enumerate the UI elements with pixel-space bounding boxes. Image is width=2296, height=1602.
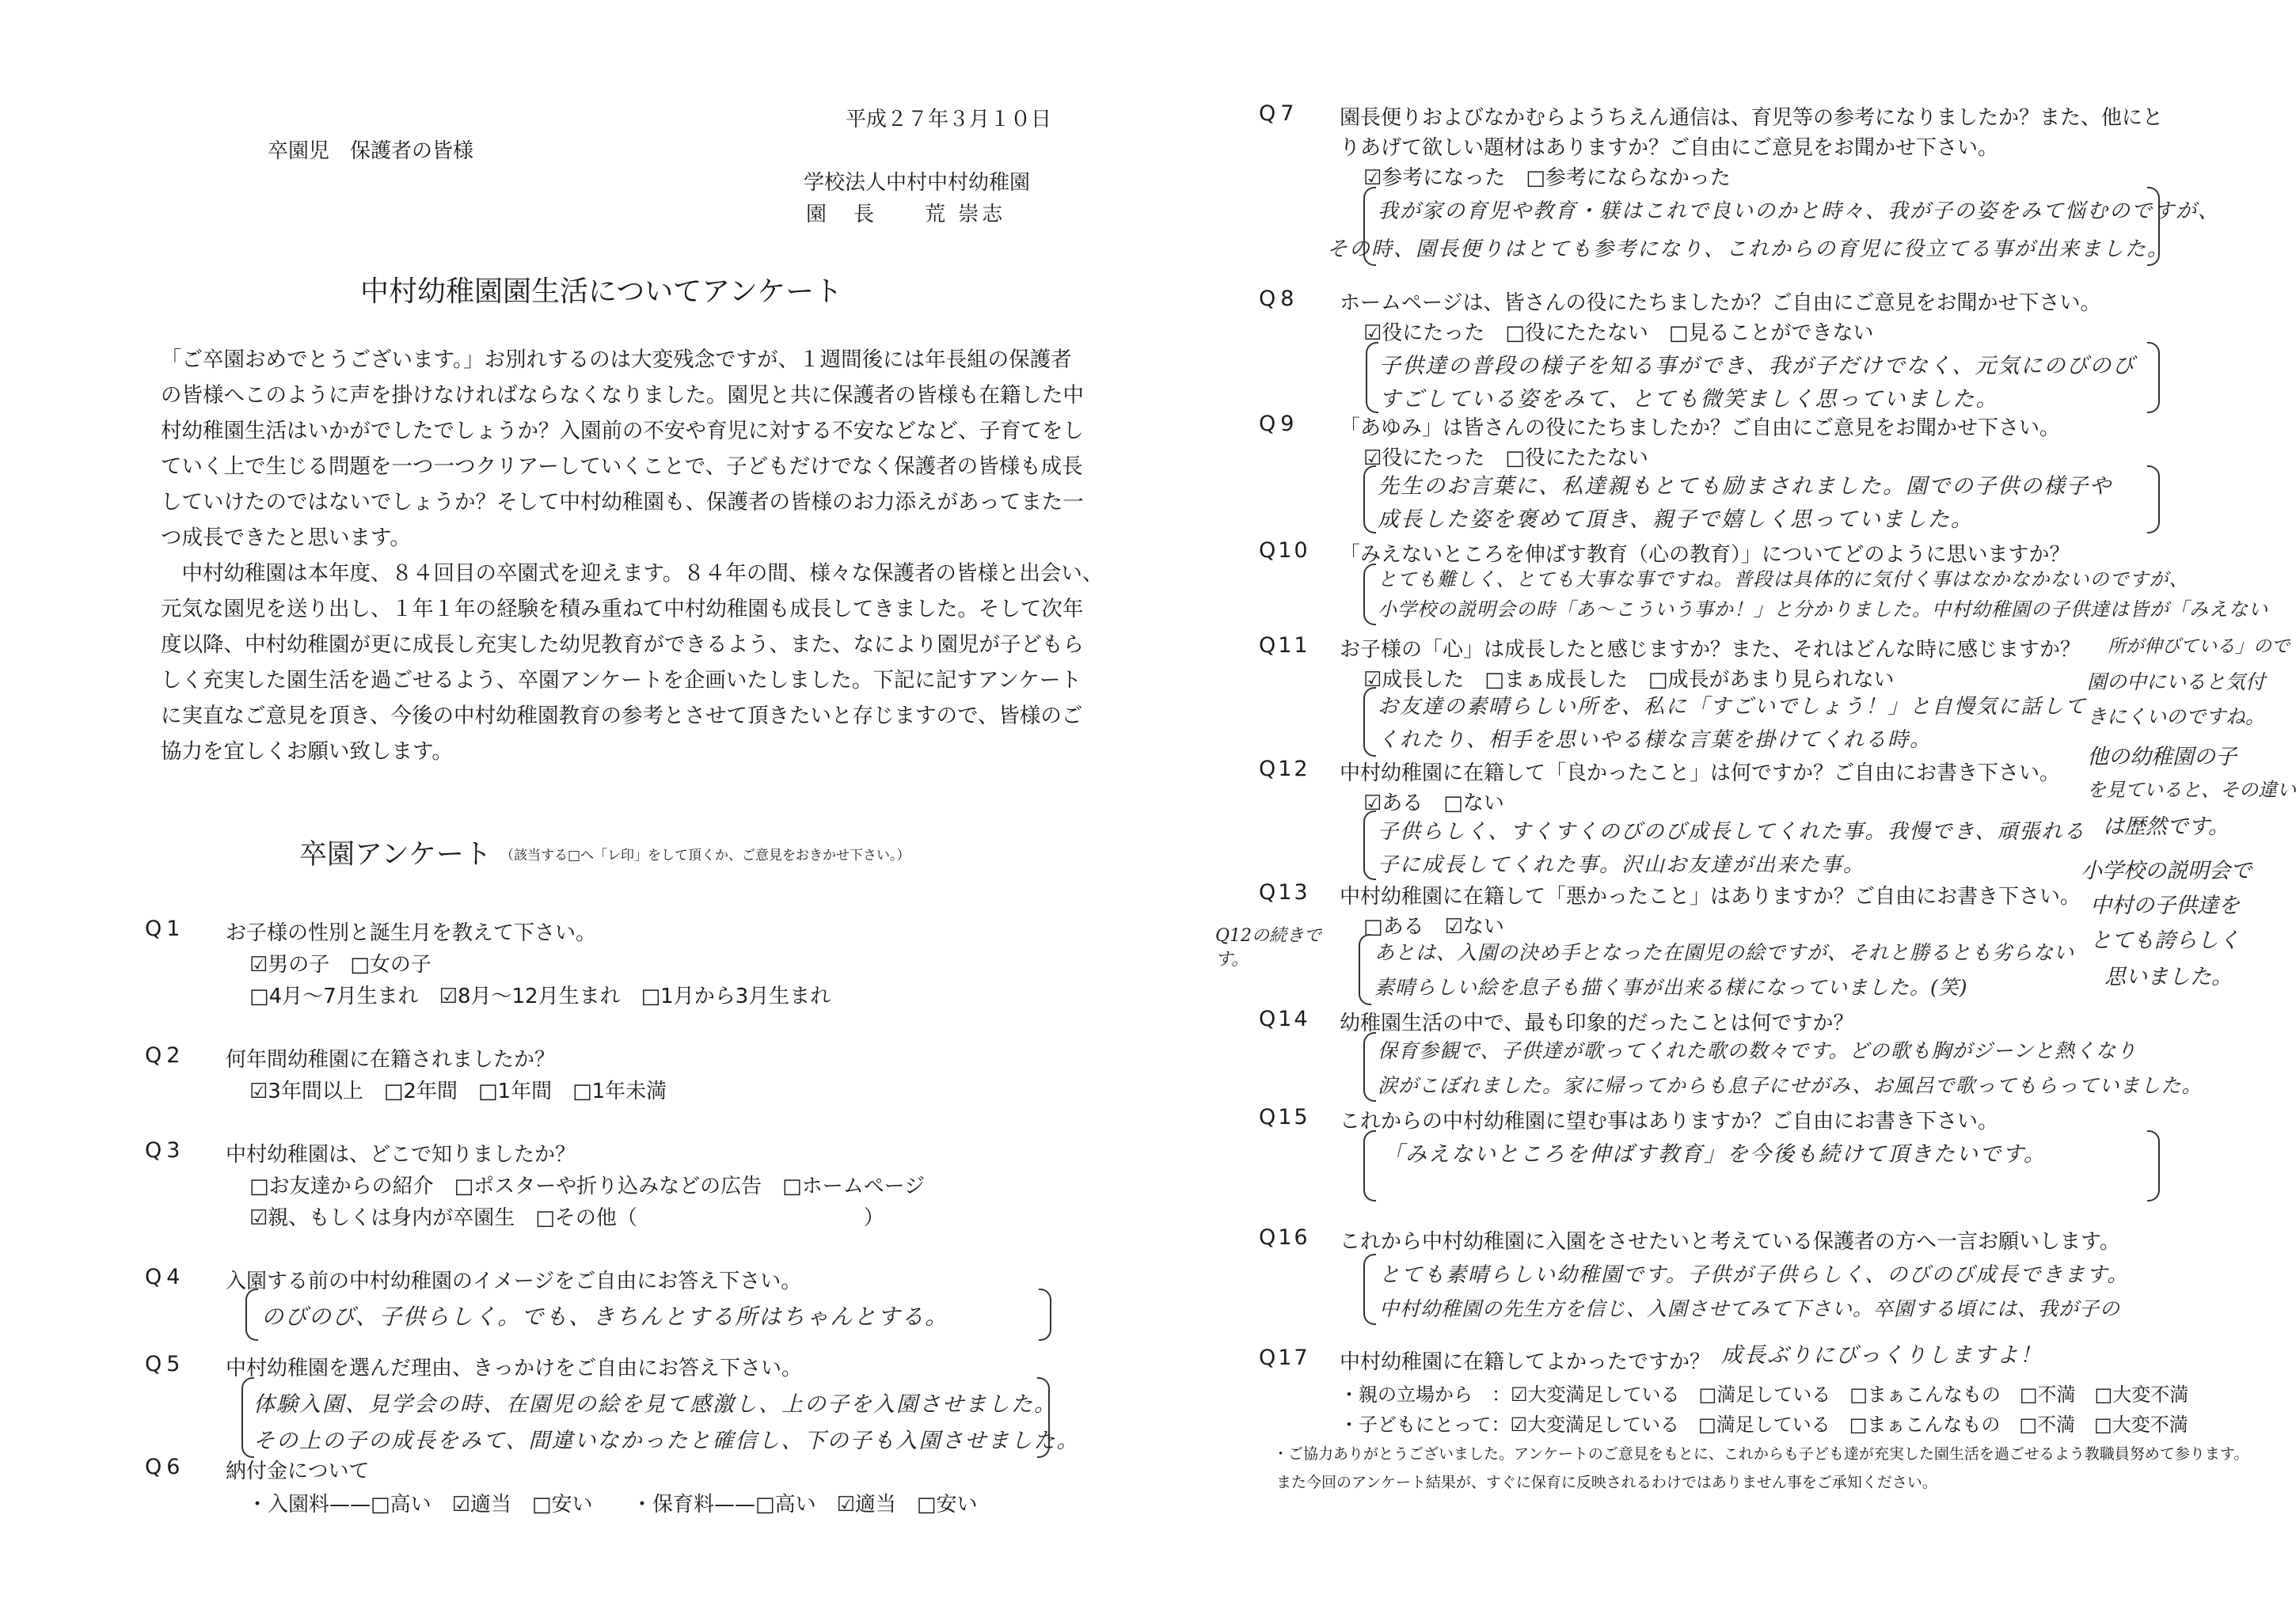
q8-question: ホームページは、皆さんの役にたちましたか？ご自由にご意見をお聞かせ下さい。: [1340, 291, 2101, 315]
q7-number: Q7: [1259, 101, 1299, 126]
school-name: 学校法人中村中村幼稚園: [804, 171, 1031, 195]
q7-question-line2: りあげて欲しい題材はありますか？ご自由にご意見をお聞かせ下さい。: [1340, 136, 1999, 160]
q16-answer-line1: とても素晴らしい幼稚園です。子供が子供らしく、のびのび成長できます。: [1379, 1263, 2130, 1287]
answer-bracket-left: [1363, 687, 1376, 757]
q14-number: Q14: [1259, 1007, 1310, 1031]
q7-question-line1: 園長便りおよびなかむらようちえん通信は、育児等の参考になりましたか？また、他にと: [1340, 106, 2164, 130]
q8-options[interactable]: ☑役にたった □役にたたない □見ることができない: [1363, 321, 1874, 345]
q9-number: Q9: [1259, 412, 1299, 436]
q10-number: Q10: [1259, 538, 1310, 563]
intro-line: の皆様へこのように声を掛けなければならなくなりました。園児と共に保護者の皆様も在籍した中: [161, 383, 1084, 408]
footer-note-line2: また今回のアンケート結果が、すぐに保育に反映されるわけではありません事をご承知ください。: [1276, 1474, 1937, 1491]
q12-question: 中村幼稚園に在籍して「良かったこと」は何ですか？ご自由にお書き下さい。: [1340, 761, 2061, 785]
margin-note-line: 思いました。: [2104, 965, 2233, 989]
intro-line: 協力を宜しくお願い致します。: [161, 739, 453, 764]
q9-options[interactable]: ☑役にたった □役にたたない: [1363, 446, 1648, 470]
q8-number: Q8: [1259, 287, 1299, 311]
q12-answer-line2: 子に成長してくれた事。沢山お友達が出来た事。: [1378, 853, 1866, 877]
q11-options[interactable]: ☑成長した □まぁ成長した □成長があまり見られない: [1363, 668, 1895, 692]
q10-answer-line1: とても難しく、とても大事な事ですね。普段は具体的に気付く事はなかなかないのですが、: [1378, 568, 2189, 590]
q16-number: Q16: [1259, 1225, 1310, 1250]
q11-number: Q11: [1259, 633, 1310, 658]
margin-note-line: は歴然です。: [2103, 814, 2229, 839]
q8-answer-line2: すごしている姿をみて、とても微笑ましく思っていました。: [1379, 387, 1999, 412]
q14-answer-line1: 保育参観で、子供達が歌ってくれた歌の数々です。どの歌も胸がジーンと熱くなり: [1378, 1039, 2138, 1062]
intro-line: 中村幼稚園は本年度、８４回目の卒園式を迎えます。８４年の間、様々な保護者の皆様と出会い、: [161, 561, 1104, 586]
q11-answer-line2: くれたり、相手を思いやる様な言葉を掛けてくれる時。: [1378, 728, 1933, 752]
margin-note-line: きにくいのですね。: [2087, 705, 2266, 728]
footer-note-line1: ・ご協力ありがとうございました。アンケートのご意見をもとに、これからも子ども達が充実した園生活を過ごせるよう教職員努めて参ります。: [1273, 1445, 2249, 1463]
q14-answer-line2: 涙がこぼれました。家に帰ってからも息子にせがみ、お風呂で歌ってもらっていました。: [1378, 1074, 2203, 1097]
q3-options-b[interactable]: ☑親、もしくは身内が卒園生 □その他（ ）: [249, 1206, 884, 1230]
answer-bracket-right: [1039, 1289, 1051, 1341]
answer-bracket-left: [1363, 1130, 1376, 1202]
q11-answer-line1: お友達の素晴らしい所を、私に「すごいでしょう！」と自慢気に話して: [1378, 695, 2088, 719]
q17-number: Q17: [1259, 1346, 1310, 1370]
margin-note-line: 他の幼稚園の子: [2087, 745, 2237, 769]
q13-number: Q13: [1259, 880, 1310, 905]
q12-options[interactable]: ☑ある □ない: [1363, 792, 1504, 815]
intro-line: していけたのではないでしょうか？そして中村幼稚園も、保護者の皆様のお力添えがあってまた一: [161, 490, 1084, 514]
q2-options[interactable]: ☑3年間以上 □2年間 □1年間 □1年未満: [249, 1080, 667, 1103]
answer-bracket-left: [1363, 1032, 1376, 1102]
q12-answer-line1: 子供らしく、すくすくのびのび成長してくれた事。我慢でき、頑張れる: [1378, 820, 2086, 844]
margin-note-line: 所が伸びている」ので: [2108, 636, 2290, 657]
margin-note-line: とても誇らしく: [2090, 928, 2240, 953]
q13-question: 中村幼稚園に在籍して「悪かったこと」はありますか？ご自由にお書き下さい。: [1340, 885, 2081, 909]
principal-name: 園 長 荒 崇志: [806, 203, 1006, 226]
answer-bracket-left: [1366, 342, 1378, 413]
q3-options-a[interactable]: □お友達からの紹介 □ポスターや折り込みなどの広告 □ホームページ: [249, 1175, 926, 1198]
answer-bracket-left: [1359, 934, 1371, 1005]
q15-number: Q15: [1259, 1105, 1310, 1129]
q6-tuition-fee-options[interactable]: ・保育料——□高い ☑適当 □安い: [632, 1493, 978, 1517]
answer-bracket-right: [2147, 1130, 2160, 1202]
q6-question: 納付金について: [226, 1460, 370, 1483]
q5-answer-line1: 体験入園、見学会の時、在園児の絵を見て感激し、上の子を入園させました。: [253, 1392, 1057, 1417]
q3-question: 中村幼稚園は、どこで知りましたか？: [226, 1143, 576, 1167]
q4-answer: のびのび、子供らしく。でも、きちんとする所はちゃんとする。: [261, 1304, 949, 1330]
q13-answer-line2: 素晴らしい絵を息子も描く事が出来る様になっていました。(笑): [1374, 976, 1968, 999]
q5-answer-line2: その上の子の成長をみて、間違いなかったと確信し、下の子も入園させました。: [253, 1429, 1080, 1453]
q16-answer-line3: 成長ぶりにびっくりしますよ！: [1721, 1343, 2043, 1368]
q16-question: これから中村幼稚園に入園をさせたいと考えている保護者の方へ一言お願いします。: [1340, 1230, 2120, 1254]
q1-question: お子様の性別と誕生月を教えて下さい。: [226, 921, 597, 945]
q8-answer-line1: 子供達の普段の様子を知る事ができ、我が子だけでなく、元気にのびのび: [1379, 354, 2136, 378]
answer-bracket-left: [245, 1289, 258, 1341]
q6-number: Q6: [145, 1455, 185, 1479]
q5-question: 中村幼稚園を選んだ理由、きっかけをご自由にお答え下さい。: [226, 1357, 803, 1380]
date: 平成２７年３月１０日: [846, 108, 1052, 131]
answer-bracket-left: [1363, 810, 1376, 880]
q15-answer: 「みえないところを伸ばす教育」を今後も続けて頂きたいです。: [1382, 1142, 2047, 1167]
answer-bracket-right: [2147, 342, 2160, 413]
answer-bracket-left: [1363, 1254, 1376, 1325]
q16-answer-line2: 中村幼稚園の先生方を信じ、入園させてみて下さい。卒園する頃には、我が子の: [1379, 1297, 2121, 1320]
intro-line: ていく上で生じる問題を一つ一つクリアーしていくことで、子どもだけでなく保護者の皆様も成長: [161, 454, 1083, 479]
q6-admission-fee-options[interactable]: ・入園料——□高い ☑適当 □安い: [247, 1493, 593, 1517]
intro-line: 村幼稚園生活はいかがでしたでしょうか？入園前の不安や育児に対する不安などなど、子育てをし: [161, 419, 1084, 443]
answer-bracket-right: [2147, 465, 2160, 533]
q13-side-note: Q12の続きです。: [1215, 926, 1322, 970]
survey-note: （該当する□へ「レ印」をして頂くか、ご意見をおきかせ下さい。）: [500, 848, 910, 864]
answer-bracket-left: [1363, 564, 1376, 625]
q1-gender-options[interactable]: ☑男の子 □女の子: [249, 953, 431, 977]
q2-number: Q2: [145, 1043, 185, 1068]
intro-text: [161, 342, 1103, 769]
answer-bracket-left: [241, 1377, 254, 1458]
q10-question: 「みえないところを伸ばす教育（心の教育）」についてどのように思いますか？: [1340, 543, 2070, 567]
q7-answer-line1: 我が家の育児や教育・躾はこれで良いのかと時々、我が子の姿をみて悩むのですが、: [1378, 199, 2221, 223]
q17-question: 中村幼稚園に在籍してよかったですか？: [1340, 1350, 1711, 1374]
answer-bracket-left: [1363, 465, 1376, 533]
q11-question: お子様の「心」は成長したと感じますか？また、それはどんな時に感じますか？: [1340, 638, 2081, 662]
q10-answer-line2: 小学校の説明会の時「あ～こういう事か！」と分かりました。中村幼稚園の子供達は皆が「みえない: [1378, 598, 2268, 621]
margin-note-line: 園の中にいると気付: [2087, 670, 2266, 693]
intro-line: つ成長できたと思います。: [161, 526, 411, 550]
q9-answer-line2: 成長した姿を褒めて頂き、親子で嬉しく思っていました。: [1378, 507, 1974, 532]
q9-question: 「あゆみ」は皆さんの役にたちましたか？ご自由にご意見をお聞かせ下さい。: [1340, 416, 2061, 440]
q1-number: Q1: [145, 917, 185, 941]
margin-note-line: 中村の子供達を: [2090, 894, 2240, 918]
q12-number: Q12: [1259, 757, 1310, 781]
intro-line: しく充実した園生活を過ごせるよう、卒園アンケートを企画いたしました。下記に記すアンケート: [161, 668, 1081, 693]
q7-answer-line2: その時、園長便りはとても参考になり、これからの育児に役立てる事が出来ました。: [1327, 237, 2170, 261]
page-title: 中村幼稚園園生活についてアンケート: [360, 275, 843, 308]
q5-number: Q5: [145, 1352, 185, 1376]
margin-note-line: 小学校の説明会で: [2081, 859, 2252, 883]
q3-number: Q3: [145, 1138, 185, 1163]
q14-question: 幼稚園生活の中で、最も印象的だったことは何ですか？: [1340, 1012, 1854, 1035]
intro-line: に実直なご意見を頂き、今後の中村幼稚園教育の参考とさせて頂きたいと存じますので、皆様のご: [161, 704, 1083, 728]
q15-question: これからの中村幼稚園に望む事はありますか？ご自由にお書き下さい。: [1340, 1110, 1999, 1133]
q13-answer-line1: あとは、入園の決め手となった在園児の絵ですが、それと勝るとも劣らない: [1374, 941, 2075, 964]
intro-line: 「ご卒園おめでとうございます。」お別れするのは大変残念ですが、１週間後には年長組の保護者: [161, 347, 1072, 372]
intro-line: 度以降、中村幼稚園が更に成長し充実した幼児教育ができるよう、また、なにより園児が子どもら: [161, 632, 1084, 657]
q17-child-options[interactable]: ・子どもにとって：☑大変満足している □満足している □まぁこんなもの □不満 □大変不満: [1340, 1414, 2188, 1436]
q13-options[interactable]: □ある ☑ない: [1363, 915, 1504, 939]
q9-answer-line1: 先生のお言葉に、私達親もとても励まされました。園での子供の様子や: [1378, 474, 2112, 499]
margin-note-line: を見ていると、その違い: [2087, 779, 2296, 801]
survey-title: 卒園アンケート: [299, 839, 492, 871]
q7-options[interactable]: ☑参考になった □参考にならなかった: [1363, 166, 1731, 190]
q17-parent-options[interactable]: ・親の立場から ：☑大変満足している □満足している □まぁこんなもの □不満 □大変不満: [1340, 1384, 2189, 1406]
q1-month-options[interactable]: □4月～7月生まれ ☑8月～12月生まれ □1月から3月生まれ: [249, 985, 831, 1008]
intro-line: 元気な園児を送り出し、１年１年の経験を積み重ねて中村幼稚園も成長してきました。そして次年: [161, 597, 1084, 621]
addressee: 卒園児 保護者の皆様: [268, 139, 474, 163]
q2-question: 何年間幼稚園に在籍されましたか？: [226, 1048, 556, 1072]
q4-question: 入園する前の中村幼稚園のイメージをご自由にお答え下さい。: [226, 1270, 802, 1293]
q4-number: Q4: [145, 1265, 185, 1289]
